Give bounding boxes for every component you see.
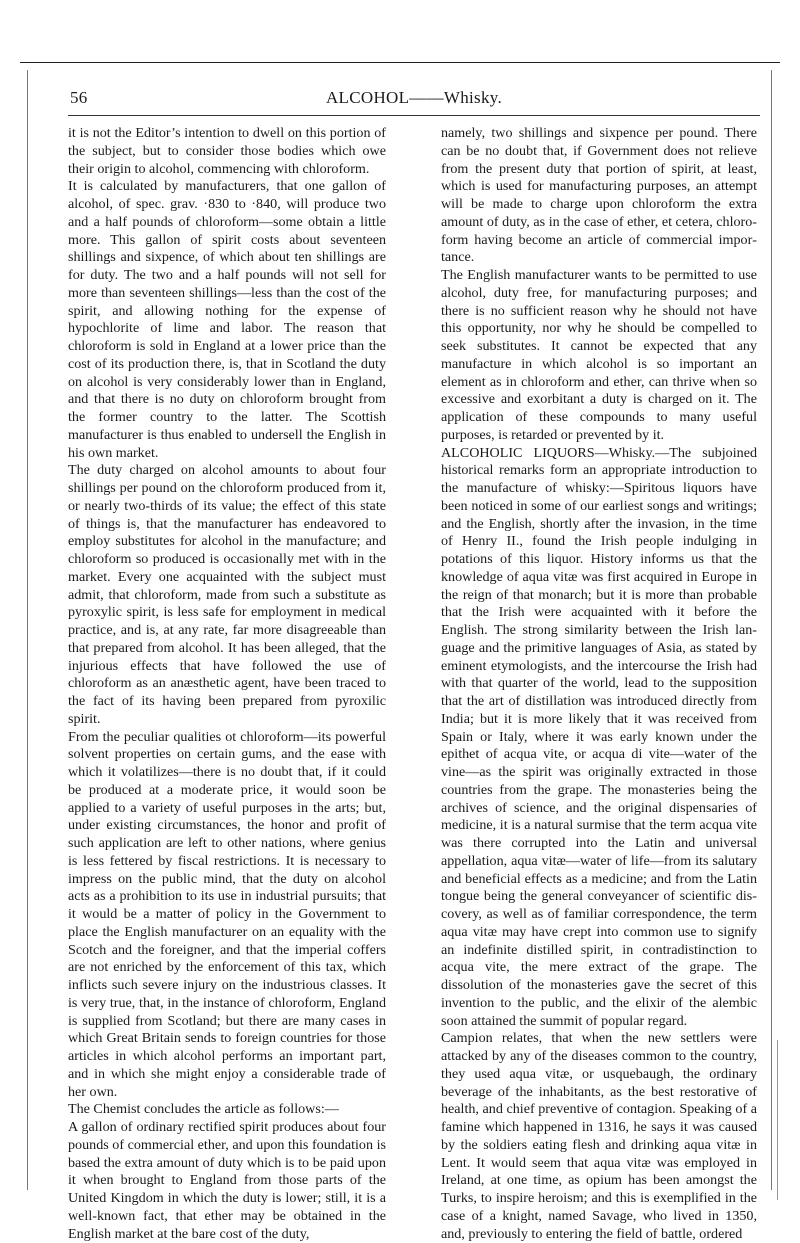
running-head: ALCOHOL——Whisky. <box>325 88 503 107</box>
page-number: 56 <box>70 88 88 107</box>
top-border-rule <box>20 62 780 63</box>
page-edge-left <box>27 70 28 1190</box>
paragraph: It is calculated by manufacturers, that one gallon of alcohol, of spec. grav. ·830 to ·840, will produce two and a half pounds of chloroform—some obtain a little more. This gallon of spirit costs about seventeen shillings and sixpence, of which about ten shillings are for duty. The two and a half pounds will not sell for more than seventeen shillings—less than the cost of the spirit, and allowing nothing for the expense of hypochlorite of lime and labor. The reason that chloroform is sold in England at a lower price than the cost of its production there, is, that in Scotland the duty on alcohol is very considerably lower than in England, and that there is no duty on chloroform brought from the former country to the latter. The Scottish manufacturer is thus enabled to undersell the English in his own market. <box>68 178 386 461</box>
paragraph: The English manufacturer wants to be permitted to use alcohol, duty free, for manufacturing purposes; and there is no sufficient reason why he should not have this opportunity, nor why he should be compelled to seek substitutes. It cannot be expected that any manufacture in which alcohol is so important an element as in chloroform and ether, can thrive when so excessive and exorbitant a duty is charged on it. The application of these compounds to many useful purposes, is retarded or prevented by it. <box>441 267 757 443</box>
page-header <box>70 88 758 112</box>
paragraph: The duty charged on alcohol amounts to about four shillings per pound on the chloroform produced from it, or nearly two-thirds of its value; the effect of this state of things is, that the manufacturer has endeavored to employ substitutes for alcohol in the manufacture; and chloroform so produced is occasionally met with in the market. Every one acquainted with the subject must admit, that chloroform, made from such a substitute as pyroxylic spirit, is less safe for employment in medical practice, and is, at any rate, far more disagreeable than that prepared from alcohol. It has been alleged, that the injurious effects that have followed the use of chloroform as an anæsthetic agent, have been traced to the fact of its having been prepared from pyroxilic spirit. <box>68 462 386 727</box>
left-column <box>68 125 386 1243</box>
paragraph: The Chemist concludes the article as follows:— <box>68 1101 339 1118</box>
paragraph: ALCOHOLIC LIQUORS—Whisky.—The subjoined historical remarks form an appropriate introduction to the manufacture of whisky:—Spiritous liquors have been noticed in some of our earliest songs and writings; and the English, shortly after the invasion, in the time of Henry II., found the Irish people indulging in potations of this liquor. History informs us that the knowledge of aqua vitæ was first acquired in Europe in the reign of that monarch; but it is more than probable that the Irish were acquainted with it before the English. The strong similarity between the Irish language and the primitive languages of Asia, as stated by eminent etymologists, and the intercourse the Irish had with that quarter of the world, lead to the supposition that the art of distillation was introduced directly from India; but it is more likely that it was received from Spain or Italy, where it was early known under the epithet of acqua vite, or acqua di vite—water of the vine—as the spirit was originally extracted in those countries from the grape. The monasteries being the archives of science, and the original dispensaries of medicine, it is a natural surmise that the term acqua vite was there corrupted into the Latin and universal appellation, aqua vitæ—water of life—from its salutary and beneficial effects as a medicine; and from the Latin tongue being the general conveyancer of scientific discovery, as well as of familiar correspondence, the term aqua vitæ may have crept into common use to signify an indefinite distilled spirit, in contradistinction to acqua vite, the mere extract of the grape. The dissolution of the monasteries gave the secret of this invention to the public, and the elixir of the alembic soon attained the summit of popular regard. <box>441 444 757 1029</box>
page-edge-shadow <box>777 1040 778 1200</box>
page-edge-right <box>771 70 772 1190</box>
paragraph: Campion relates, that when the new settlers were attacked by any of the diseases common to the country, they used aqua vitæ, or usquebaugh, the ordinary beverage of the inhabitants, as the best restorative of health, and chief preventive of contagion. Speaking of a famine which happened in 1316, he says it was caused by the soldiers eating flesh and drinking aqua vitæ in Lent. It would seem that aqua vitæ was employed in Ireland, at one time, as opium has been amongst the Turks, to inspire heroism; and this is exemplified in the case of a knight, named Savage, who lived in 1350, and, previously to entering the field of battle, ordered <box>441 1030 757 1242</box>
right-column <box>441 125 757 1243</box>
paragraph: A gallon of ordinary rectified spirit produces about four pounds of commercial ether, and upon this foundation is based the extra amount of duty which is to be paid upon it when brought to England from those parts of the United Kingdom in which the duty is lower; still, it is a well-known fact, that ether may be obtained in the English market at the bare cost of the duty, <box>68 1119 386 1242</box>
paragraph: it is not the Editor’s intention to dwell on this portion of the subject, but to consider those bodies which owe their origin to alcohol, commencing with chloroform. <box>68 125 386 177</box>
paragraph: namely, two shillings and sixpence per pound. There can be no doubt that, if Government does not relieve from the present duty that portion of spirit, at least, which is used for manufacturing purposes, an attempt will be made to charge upon chloroform the extra amount of duty, as in the case of ether, et cetera, chloroform having become an article of commercial importance. <box>441 125 757 266</box>
paragraph: From the peculiar qualities ot chloroform—its powerful solvent properties on certain gums, and the ease with which it volatilizes—there is no doubt that, if it could be produced at a moderate price, it would soon be applied to a variety of useful purposes in the arts; but, under existing circumstances, the honor and profit of such application are left to other nations, where genius is less fettered by fiscal restrictions. It is necessary to impress on the public mind, that the duty on alcohol acts as a prohibition to its use in industrial pursuits; that it would be a matter of policy in the Government to place the English manufacturer on an equality with the Scotch and the foreigner, and that the imperial coffers are not enriched by the enforcement of this tax, which inflicts such severe injury on the industrious classes. It is very true, that, in the instance of chloroform, England is supplied from Scotland; but there are many cases in which Great Britain sends to foreign countries for those articles in which alcohol performs an important part, and in which she might enjoy a considerable trade of her own. <box>68 728 386 1100</box>
header-rule <box>68 115 760 116</box>
